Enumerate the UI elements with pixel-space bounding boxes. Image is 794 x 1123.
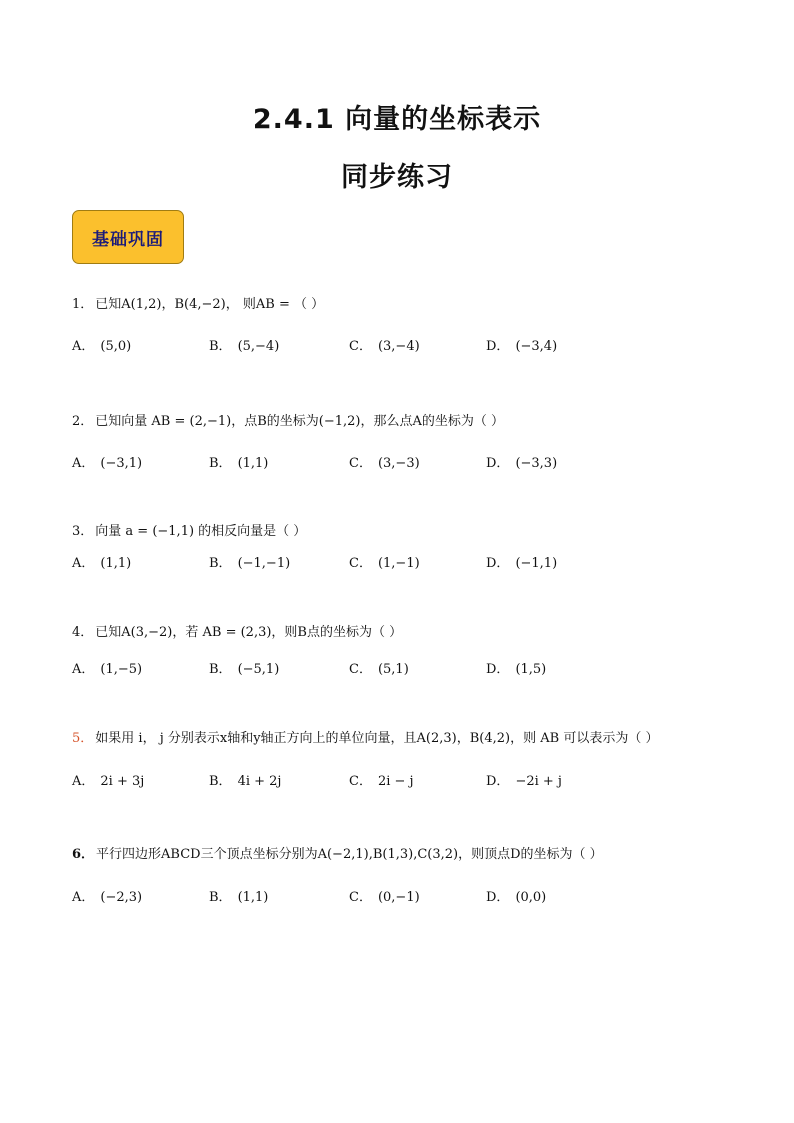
option-label: A． xyxy=(72,890,95,905)
question-1-options xyxy=(72,337,732,357)
option-label: D． xyxy=(486,774,510,789)
option-value: (0,−1) xyxy=(377,890,420,905)
option-d[interactable] xyxy=(486,888,546,908)
question-stem: 如果用 i， j 分别表示x轴和y轴正方向上的单位向量，且A(2,3)，B(4,2)，则 AB 可以表示为（ ） xyxy=(95,731,659,746)
option-c[interactable] xyxy=(349,888,420,908)
option-b[interactable] xyxy=(209,660,279,680)
option-value: −2i + j xyxy=(515,774,562,789)
option-value: 2i + 3j xyxy=(100,774,145,789)
option-label: D． xyxy=(486,890,510,905)
question-stem: 已知A(1,2)，B(4,−2)， 则AB = （ ） xyxy=(95,297,325,312)
option-a[interactable] xyxy=(72,660,142,680)
option-label: A． xyxy=(72,456,95,471)
option-label: B． xyxy=(209,890,232,905)
option-label: C． xyxy=(349,662,372,677)
question-stem: 向量 a = (−1,1) 的相反向量是（ ） xyxy=(95,524,307,539)
option-b[interactable] xyxy=(209,454,268,474)
section-badge: 基础巩固 xyxy=(72,210,184,264)
option-d[interactable] xyxy=(486,337,557,357)
question-5-options xyxy=(72,772,732,792)
option-label: A． xyxy=(72,662,95,677)
question-stem: 已知A(3,−2)，若 AB = (2,3)，则B点的坐标为（ ） xyxy=(95,625,403,640)
option-value: (1,1) xyxy=(237,456,269,471)
option-label: C． xyxy=(349,774,372,789)
option-label: D． xyxy=(486,662,510,677)
question-5 xyxy=(72,729,732,749)
question-3-options xyxy=(72,554,732,574)
option-b[interactable] xyxy=(209,337,279,357)
option-label: B． xyxy=(209,456,232,471)
option-label: B． xyxy=(209,339,232,354)
question-number: 1． xyxy=(72,297,94,312)
option-c[interactable] xyxy=(349,660,409,680)
option-label: D． xyxy=(486,456,510,471)
option-value: 2i − j xyxy=(377,774,414,789)
option-c[interactable] xyxy=(349,554,420,574)
option-value: (−5,1) xyxy=(237,662,280,677)
option-a[interactable] xyxy=(72,337,131,357)
question-6-options xyxy=(72,888,732,908)
option-label: B． xyxy=(209,556,232,571)
option-label: C． xyxy=(349,890,372,905)
option-value: (1,−5) xyxy=(100,662,143,677)
option-value: (0,0) xyxy=(515,890,547,905)
option-d[interactable] xyxy=(486,554,557,574)
option-label: A． xyxy=(72,339,95,354)
question-4 xyxy=(72,623,732,643)
option-value: (1,1) xyxy=(237,890,269,905)
question-number: 4． xyxy=(72,625,94,640)
question-number: 2． xyxy=(72,414,94,429)
option-b[interactable] xyxy=(209,554,290,574)
option-b[interactable] xyxy=(209,772,281,792)
option-label: C． xyxy=(349,339,372,354)
option-label: C． xyxy=(349,456,372,471)
option-value: (−1,−1) xyxy=(237,556,291,571)
option-value: (−3,4) xyxy=(515,339,558,354)
option-label: B． xyxy=(209,774,232,789)
question-number: 5． xyxy=(72,731,94,746)
question-number: 6． xyxy=(72,847,95,862)
question-3 xyxy=(72,522,732,542)
option-a[interactable] xyxy=(72,554,131,574)
question-stem: 已知向量 AB = (2,−1)，点B的坐标为(−1,2)，那么点A的坐标为（ ） xyxy=(95,414,505,429)
question-stem: 平行四边形ABCD三个顶点坐标分别为A(−2,1),B(1,3),C(3,2)，则顶点D的坐标为（ ） xyxy=(96,847,603,862)
question-1 xyxy=(72,295,732,315)
option-value: (5,−4) xyxy=(237,339,280,354)
option-a[interactable] xyxy=(72,888,142,908)
option-value: (1,−1) xyxy=(377,556,420,571)
question-2-options xyxy=(72,454,732,474)
option-c[interactable] xyxy=(349,337,420,357)
option-value: (−3,1) xyxy=(100,456,143,471)
option-label: A． xyxy=(72,774,95,789)
option-c[interactable] xyxy=(349,772,414,792)
page-title: 2.4.1 向量的坐标表示 xyxy=(252,104,542,135)
option-value: (−1,1) xyxy=(515,556,558,571)
option-value: (1,1) xyxy=(100,556,132,571)
question-6 xyxy=(72,845,732,865)
option-value: 4i + 2j xyxy=(237,774,282,789)
question-2 xyxy=(72,412,732,432)
option-value: (5,0) xyxy=(100,339,132,354)
option-d[interactable] xyxy=(486,660,546,680)
option-label: B． xyxy=(209,662,232,677)
option-a[interactable] xyxy=(72,454,142,474)
option-d[interactable] xyxy=(486,772,562,792)
option-label: D． xyxy=(486,339,510,354)
option-value: (−3,3) xyxy=(515,456,558,471)
option-d[interactable] xyxy=(486,454,557,474)
option-label: C． xyxy=(349,556,372,571)
question-number: 3． xyxy=(72,524,94,539)
option-a[interactable] xyxy=(72,772,144,792)
option-c[interactable] xyxy=(349,454,420,474)
option-value: (−2,3) xyxy=(100,890,143,905)
option-label: D． xyxy=(486,556,510,571)
option-value: (1,5) xyxy=(515,662,547,677)
option-label: A． xyxy=(72,556,95,571)
option-b[interactable] xyxy=(209,888,268,908)
option-value: (3,−3) xyxy=(377,456,420,471)
option-value: (3,−4) xyxy=(377,339,420,354)
option-value: (5,1) xyxy=(377,662,409,677)
page-subtitle: 同步练习 xyxy=(341,162,453,193)
question-4-options xyxy=(72,660,732,680)
